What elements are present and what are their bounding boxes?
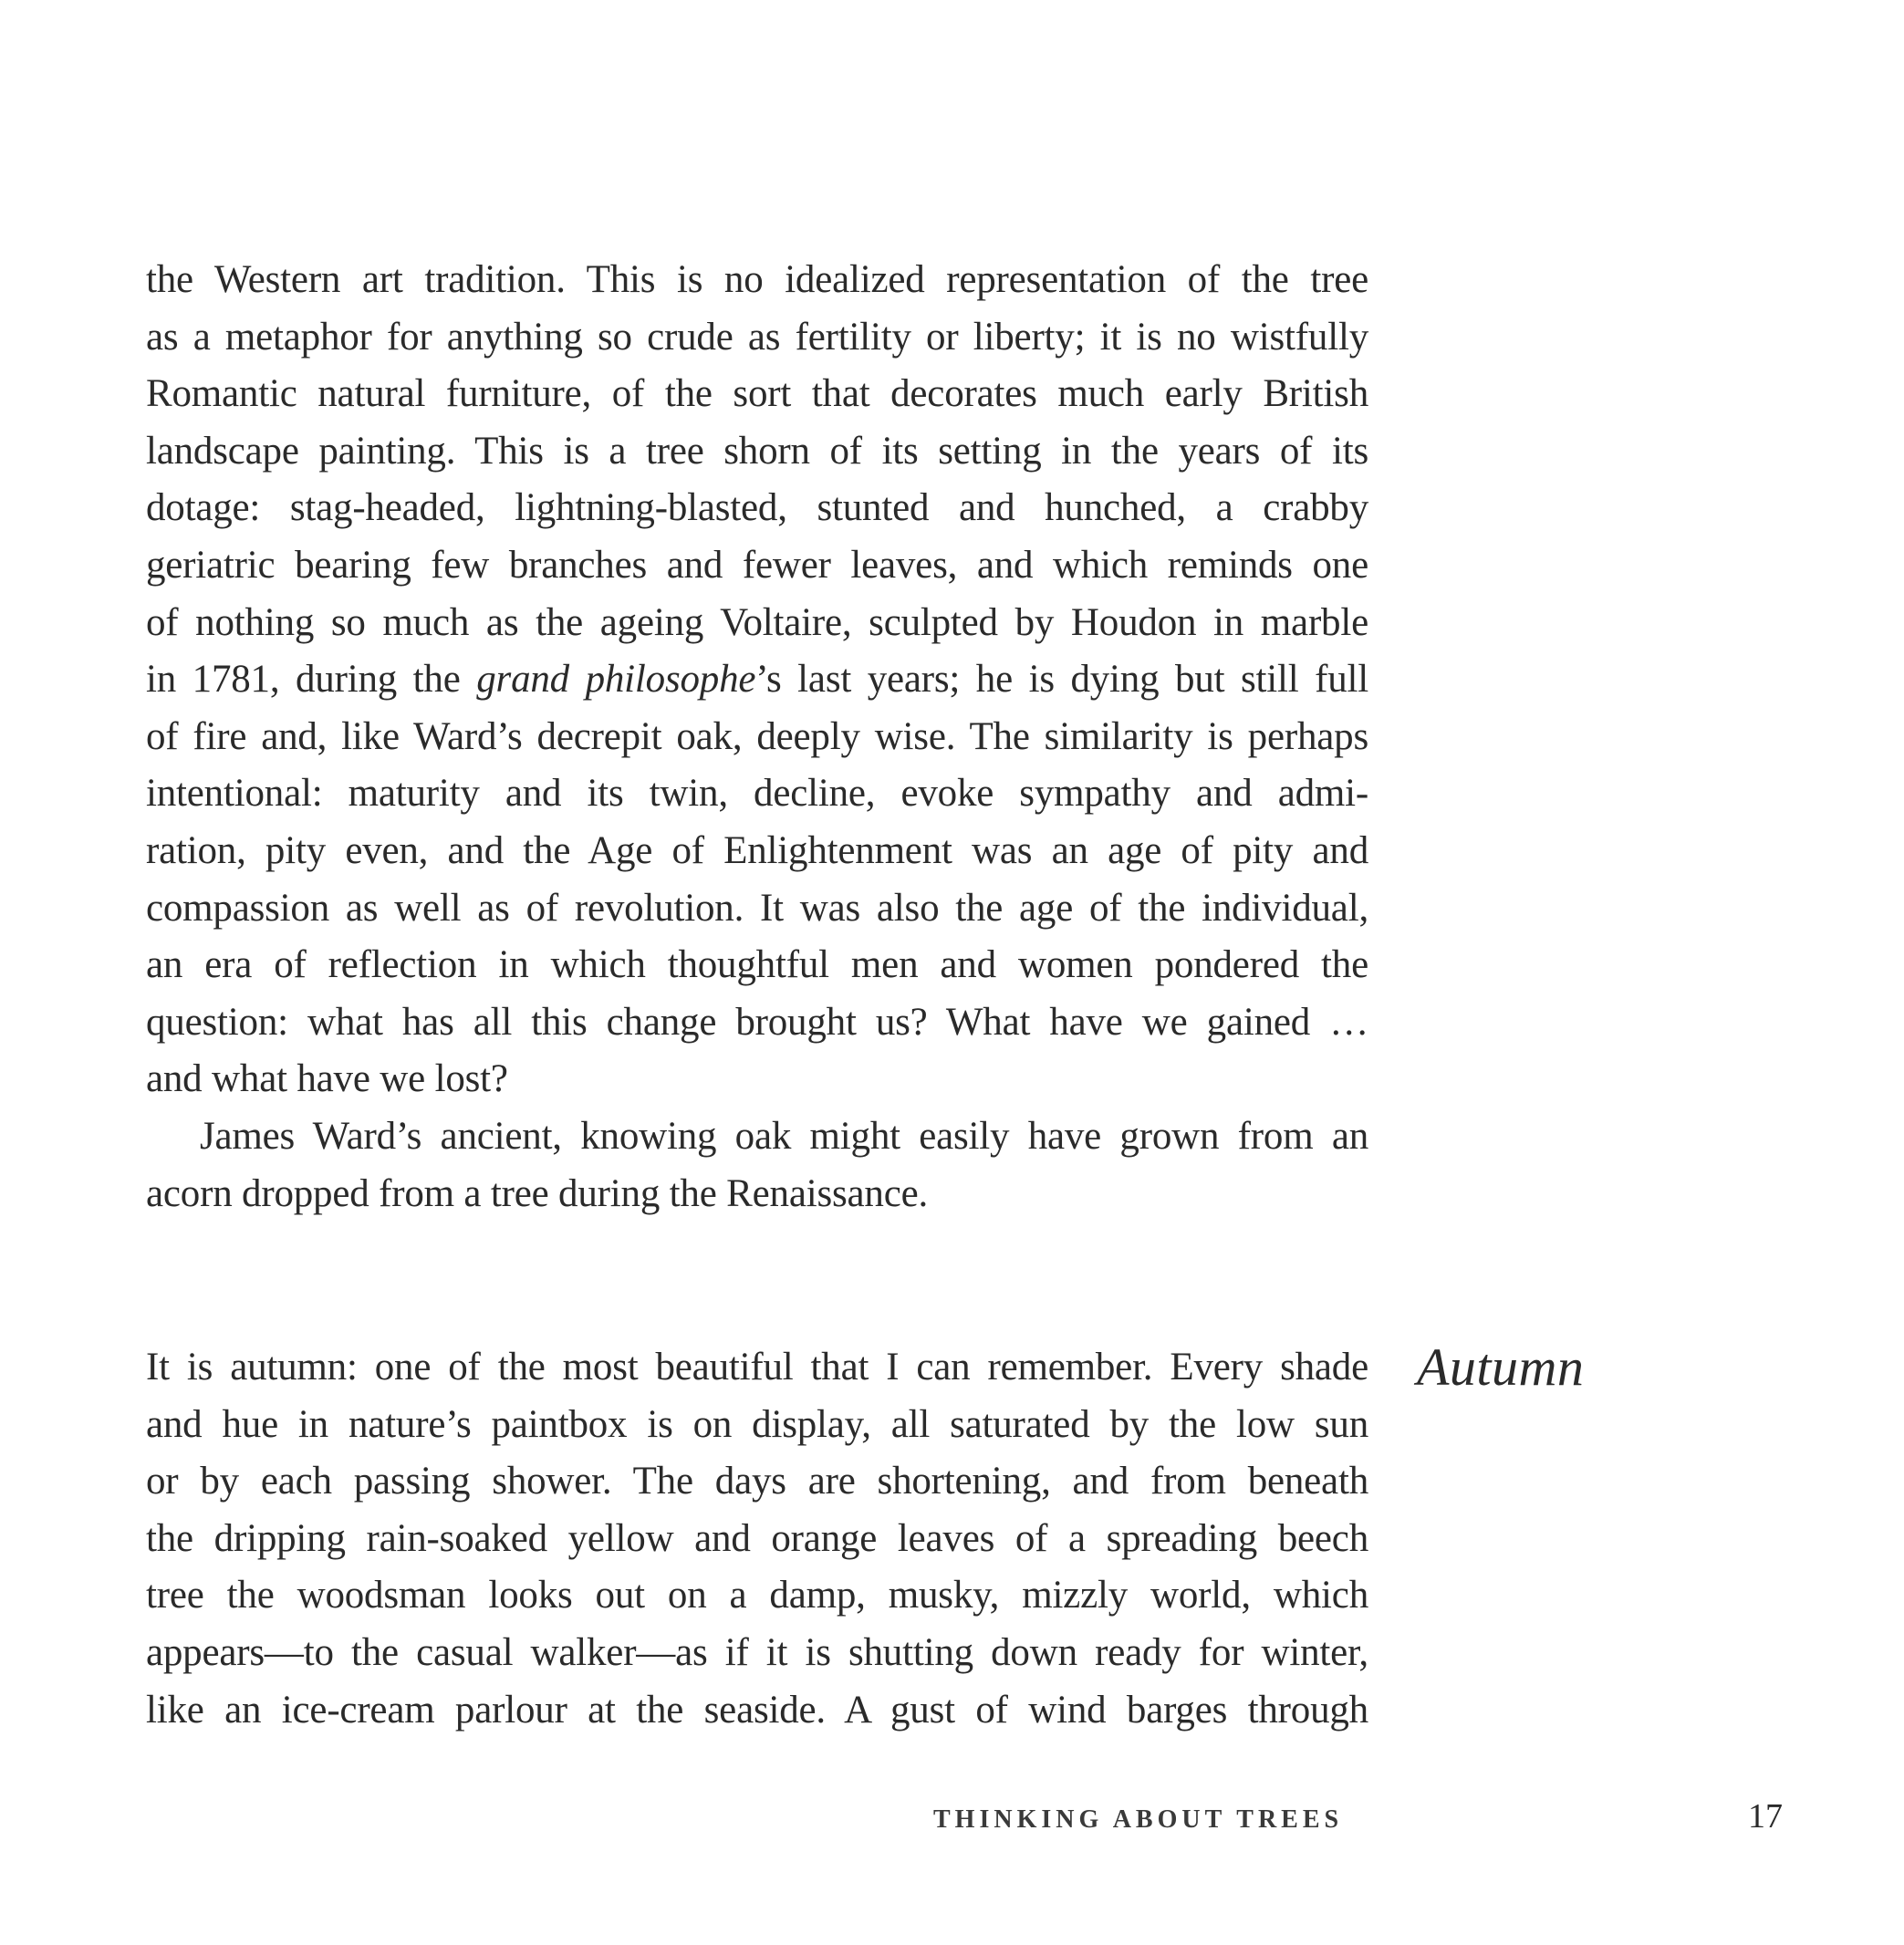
text-line: James Ward’s ancient, knowing oak might easily have grown from an <box>200 1114 1368 1158</box>
text-block-upper <box>146 252 1368 1222</box>
text-line: ration, pity even, and the Age of Enlightenment was an age of pity and <box>146 828 1368 872</box>
text-line: of nothing so much as the ageing Voltaire, sculpted by Houdon in marble <box>146 600 1368 644</box>
text-line: the dripping rain-soaked yellow and orange leaves of a spreading beech <box>146 1516 1368 1560</box>
text-line: acorn dropped from a tree during the Renaissance. <box>146 1171 929 1215</box>
text-line: tree the woodsman looks out on a damp, musky, mizzly world, which <box>146 1574 1368 1617</box>
section-heading-autumn: Autumn <box>1417 1337 1585 1397</box>
text-line: compassion as well as of revolution. It was also the age of the individual, <box>146 886 1368 930</box>
text-line: like an ice-cream parlour at the seaside. A gust of wind barges through <box>146 1688 1368 1732</box>
text-line: as a metaphor for anything so crude as fertility or liberty; it is no wistfully <box>146 315 1368 359</box>
running-footer-title: THINKING ABOUT TREES <box>933 1805 1344 1834</box>
text-line: an era of reflection in which thoughtful men and women pondered the <box>146 943 1368 987</box>
text-line: and what have we lost? <box>146 1057 508 1101</box>
text-line: intentional: maturity and its twin, decline, evoke sympathy and admi- <box>146 772 1368 816</box>
text-line: or by each passing shower. The days are shortening, and from beneath <box>146 1460 1368 1503</box>
text-segment: ’s last years; he is dying but still full <box>755 658 1369 702</box>
text-segment: in 1781, during the <box>146 658 477 702</box>
text-line-with-italic <box>146 651 1368 709</box>
text-block-lower <box>146 1339 1368 1739</box>
italic-term: grand philosophe <box>476 658 756 702</box>
page-number: 17 <box>1748 1797 1783 1836</box>
text-line: geriatric bearing few branches and fewer leaves, and which reminds one <box>146 543 1368 587</box>
text-line: It is autumn: one of the most beautiful that I can remember. Every shade <box>146 1346 1368 1389</box>
text-line: Romantic natural furniture, of the sort that decorates much early British <box>146 372 1368 416</box>
text-line: question: what has all this change brought us? What have we gained … <box>146 1000 1368 1044</box>
text-line: appears—to the casual walker—as if it is shutting down ready for winter, <box>146 1630 1368 1674</box>
text-line: the Western art tradition. This is no idealized representation of the tree <box>146 258 1368 301</box>
text-line: dotage: stag-headed, lightning-blasted, stunted and hunched, a crabby <box>146 486 1368 530</box>
text-line: and hue in nature’s paintbox is on display, all saturated by the low sun <box>146 1402 1368 1446</box>
text-line: landscape painting. This is a tree shorn of its setting in the years of its <box>146 429 1368 473</box>
text-line: of fire and, like Ward’s decrepit oak, deeply wise. The similarity is perhaps <box>146 714 1368 758</box>
